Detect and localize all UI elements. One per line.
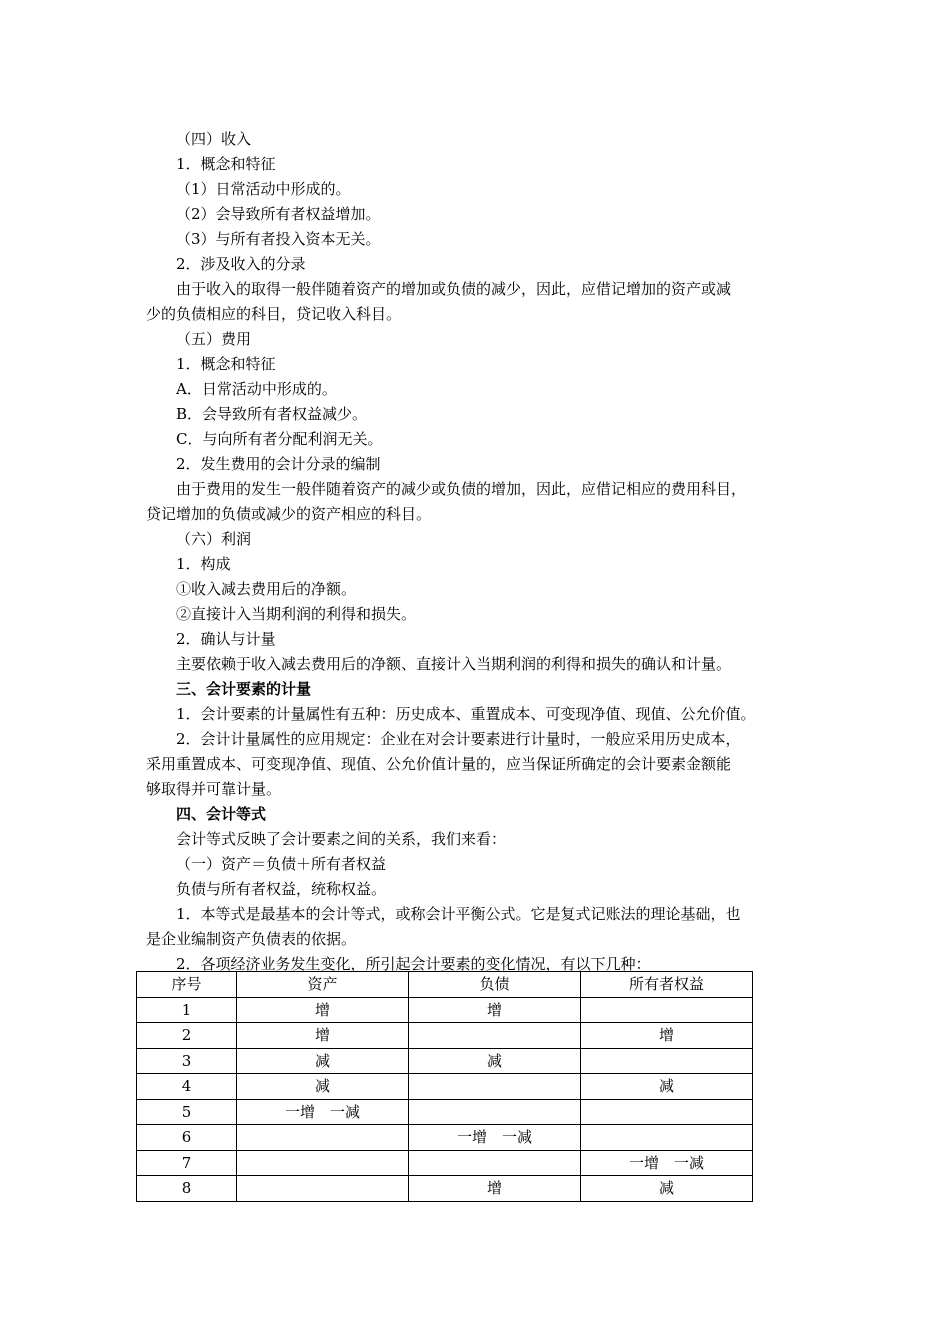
text-line: 是企业编制资产负债表的依据。 [146, 930, 357, 948]
table-cell: 减 [409, 1048, 581, 1074]
col-header-equity: 所有者权益 [581, 972, 753, 998]
table-cell: 减 [237, 1048, 409, 1074]
text-line: （3）与所有者投入资本无关。 [176, 230, 381, 248]
text-line: C．与向所有者分配利润无关。 [176, 430, 383, 448]
heading-income: （四）收入 [176, 130, 252, 148]
table-cell [581, 1125, 753, 1151]
text-line: 2．会计计量属性的应用规定：企业在对会计要素进行计量时，一般应采用历史成本， [176, 730, 741, 748]
table-row [137, 997, 753, 1023]
table-cell: 5 [137, 1099, 237, 1125]
table-row [137, 1023, 753, 1049]
table-row [137, 1150, 753, 1176]
table-cell: 7 [137, 1150, 237, 1176]
col-header-liabilities: 负债 [409, 972, 581, 998]
text-line: 采用重置成本、可变现净值、现值、公允价值计量的，应当保证所确定的会计要素金额能 [146, 755, 732, 773]
table-cell: 减 [581, 1176, 753, 1202]
table-cell [409, 1099, 581, 1125]
table-row [137, 1074, 753, 1100]
text-line: 由于费用的发生一般伴随着资产的减少或负债的增加，因此，应借记相应的费用科目， [176, 480, 747, 498]
table-cell: 8 [137, 1176, 237, 1202]
text-line: 1．概念和特征 [176, 355, 276, 373]
table-cell: 增 [409, 997, 581, 1023]
element-change-table [136, 971, 753, 1202]
table-row [137, 1176, 753, 1202]
table-cell [409, 1150, 581, 1176]
table-cell: 增 [409, 1176, 581, 1202]
table-cell: 2 [137, 1023, 237, 1049]
text-line: 1．构成 [176, 555, 231, 573]
table-cell: 一增 一减 [237, 1099, 409, 1125]
table-cell [237, 1176, 409, 1202]
text-line: 会计等式反映了会计要素之间的关系，我们来看： [176, 830, 507, 848]
table-cell: 6 [137, 1125, 237, 1151]
section-heading-measurement: 三、会计要素的计量 [176, 680, 312, 698]
text-line: （一）资产＝负债＋所有者权益 [176, 855, 387, 873]
col-header-number: 序号 [137, 972, 237, 998]
heading-expense: （五）费用 [176, 330, 252, 348]
table-cell [409, 1074, 581, 1100]
table-cell: 减 [237, 1074, 409, 1100]
table-cell: 4 [137, 1074, 237, 1100]
table-cell: 3 [137, 1048, 237, 1074]
text-line: 贷记增加的负债或减少的资产相应的科目。 [146, 505, 432, 523]
text-line: 负债与所有者权益，统称权益。 [176, 880, 387, 898]
text-line: 够取得并可靠计量。 [146, 780, 282, 798]
text-line: 2．涉及收入的分录 [176, 255, 306, 273]
text-line: 少的负债相应的科目，贷记收入科目。 [146, 305, 402, 323]
table-cell [237, 1125, 409, 1151]
heading-profit: （六）利润 [176, 530, 252, 548]
table-row [137, 1048, 753, 1074]
table-header-row [137, 972, 753, 998]
table-cell: 增 [237, 1023, 409, 1049]
text-line: （1）日常活动中形成的。 [176, 180, 351, 198]
table-cell [581, 1048, 753, 1074]
table-row [137, 1099, 753, 1125]
text-line: A．日常活动中形成的。 [176, 380, 337, 398]
table-cell: 一增 一减 [581, 1150, 753, 1176]
text-line: ②直接计入当期利润的利得和损失。 [176, 605, 417, 623]
text-line: 2．各项经济业务发生变化，所引起会计要素的变化情况，有以下几种： [176, 955, 651, 973]
text-line: 2．发生费用的会计分录的编制 [176, 455, 381, 473]
section-heading-equation: 四、会计等式 [176, 805, 267, 823]
text-line: B．会导致所有者权益减少。 [176, 405, 368, 423]
table-cell: 一增 一减 [409, 1125, 581, 1151]
table-row [137, 1125, 753, 1151]
col-header-assets: 资产 [237, 972, 409, 998]
table-cell [409, 1023, 581, 1049]
text-line: 1．会计要素的计量属性有五种：历史成本、重置成本、可变现净值、现值、公允价值。 [176, 705, 756, 723]
table-cell [581, 1099, 753, 1125]
table-cell: 1 [137, 997, 237, 1023]
text-line: （2）会导致所有者权益增加。 [176, 205, 381, 223]
text-line: ①收入减去费用后的净额。 [176, 580, 357, 598]
text-line: 主要依赖于收入减去费用后的净额、直接计入当期利润的利得和损失的确认和计量。 [176, 655, 732, 673]
text-line: 1．本等式是最基本的会计等式，或称会计平衡公式。它是复式记账法的理论基础，也 [176, 905, 741, 923]
text-line: 2．确认与计量 [176, 630, 276, 648]
text-line: 1．概念和特征 [176, 155, 276, 173]
table-cell: 减 [581, 1074, 753, 1100]
table-cell [581, 997, 753, 1023]
table-cell: 增 [581, 1023, 753, 1049]
table-cell: 增 [237, 997, 409, 1023]
text-line: 由于收入的取得一般伴随着资产的增加或负债的减少，因此，应借记增加的资产或减 [176, 280, 732, 298]
table-cell [237, 1150, 409, 1176]
